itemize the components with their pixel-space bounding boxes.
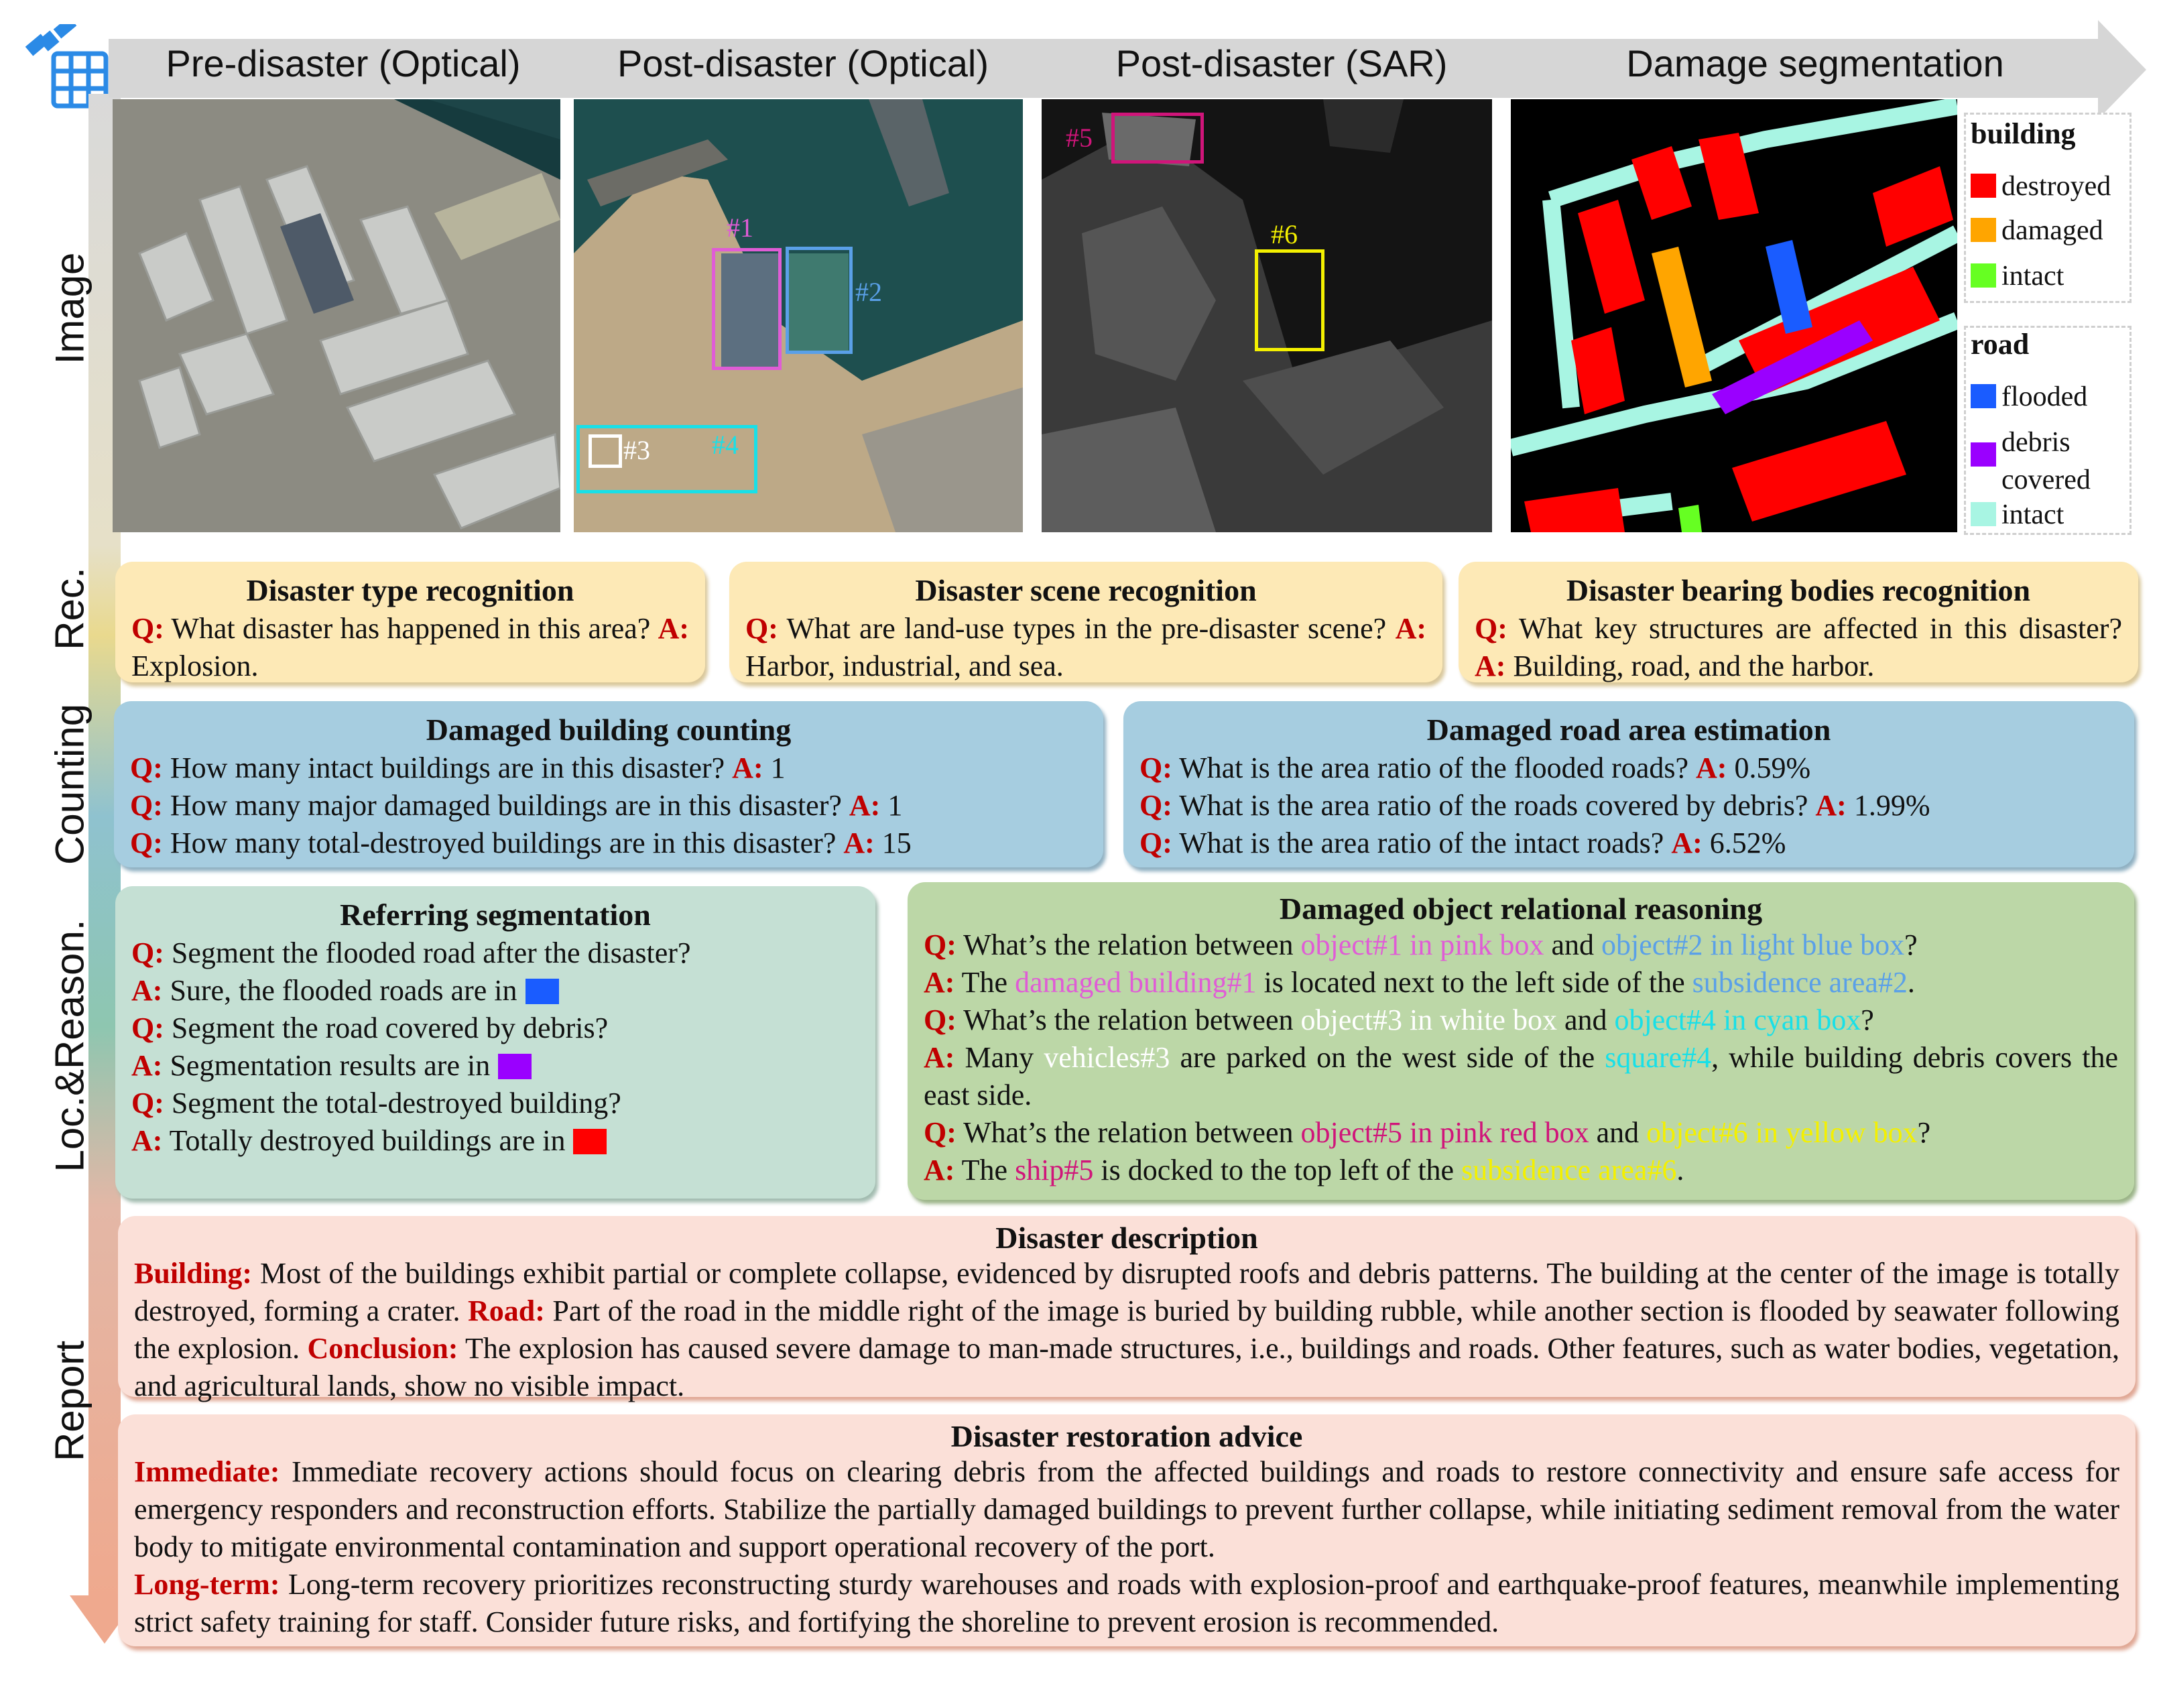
qa-row: Q: How many intact buildings are in this disaster? A: 1 — [130, 751, 786, 784]
qa-row: Q: What is the area ratio of the flooded roads? A: 0.59% — [1139, 751, 1811, 784]
post-disaster-sar-image — [1042, 99, 1492, 532]
swatch-flooded — [1971, 384, 1996, 408]
card-title: Damaged building counting — [426, 713, 792, 747]
swatch-damaged — [1971, 218, 1996, 242]
box-object-2 — [786, 247, 853, 354]
side-label-report: Report — [47, 1340, 92, 1462]
swatch-destroyed-building — [573, 1129, 607, 1154]
legend-item-intact-building: intact — [1971, 260, 2064, 292]
qa-row: A: Many vehicles#3 are parked on the west side of the square#4, while building debris covers the east side. — [924, 1041, 2119, 1111]
qa-row: Q: What’s the relation between object#3 in white box and object#4 in cyan box? — [924, 1003, 1874, 1036]
box-object-5 — [1111, 113, 1204, 164]
post-disaster-optical-image — [574, 99, 1023, 532]
legend-item-damaged: damaged — [1971, 215, 2103, 247]
legend-item-destroyed: destroyed — [1971, 170, 2111, 202]
disaster-description-card — [118, 1216, 2136, 1402]
title-post-sar: Post-disaster (SAR) — [1115, 42, 1448, 84]
qa-row: Q: Segment the flooded road after the disaster? — [131, 936, 691, 969]
side-label-counting: Counting — [47, 703, 92, 865]
swatch-debris — [1971, 442, 1996, 467]
qa-row: A: Segmentation results are in — [131, 1047, 859, 1085]
swatch-intact-road — [1971, 502, 1996, 526]
title-post-optical: Post-disaster (Optical) — [617, 42, 989, 84]
description-text: Building: Most of the buildings exhibit partial or complete collapse, evidenced by disrupted roofs and debris patterns. The building at the center of the image is totally destroyed, forming a crater. Road: Part of the road in the middle right of the image is buried by building rubble, while another section is flooded by seawater following the explosion. Conclusion: The explosion has caused severe damage to man-made structures, i.e., buildings and roads. Other features, such as water bodies, vegetation, and agricultural lands, show no visible impact. — [134, 1257, 2120, 1402]
qa-row: Q: What’s the relation between object#1 in pink box and object#2 in light blue box? — [924, 928, 1918, 961]
qa-row: Q: What’s the relation between object#5 in pink red box and object#6 in yellow box? — [924, 1116, 1931, 1149]
damage-segmentation-map — [1511, 99, 1957, 532]
qa-row: Q: Segment the total-destroyed building? — [131, 1087, 621, 1119]
bearing-bodies-card — [1459, 562, 2138, 682]
pre-disaster-optical-image — [113, 99, 560, 532]
swatch-destroyed — [1971, 174, 1996, 198]
qa-row: Q: How many major damaged buildings are in this disaster? A: 1 — [130, 789, 903, 822]
relational-reasoning-card — [908, 882, 2134, 1200]
box-object-6 — [1255, 249, 1324, 351]
box-object-1 — [712, 248, 782, 370]
qa-row: A: Sure, the flooded roads are in — [131, 972, 859, 1010]
box-label-1: #1 — [727, 212, 753, 243]
box-label-5: #5 — [1066, 123, 1093, 153]
qa-row: Q: How many total-destroyed buildings are in this disaster? A: 15 — [130, 827, 912, 859]
card-title: Damaged road area estimation — [1426, 713, 1831, 747]
side-label-image: Image — [47, 252, 92, 365]
qa-text: Q: What key structures are affected in this disaster? A: Building, road, and the harbor. — [1475, 612, 2122, 682]
qa-row: A: The damaged building#1 is located next to the left side of the subsidence area#2. — [924, 966, 1915, 999]
disaster-type-card — [115, 562, 705, 682]
swatch-flooded-road — [526, 979, 559, 1004]
referring-segmentation-card — [115, 886, 875, 1199]
card-title: Disaster restoration advice — [950, 1419, 1303, 1453]
card-title: Disaster bearing bodies recognition — [1566, 573, 2031, 607]
pipeline-arrow-head — [2098, 20, 2146, 119]
box-label-3: #3 — [623, 435, 650, 465]
qa-row: Q: What is the area ratio of the intact roads? A: 6.52% — [1139, 827, 1786, 859]
qa-row: A: Totally destroyed buildings are in — [131, 1122, 859, 1160]
swatch-intact-building — [1971, 263, 1996, 288]
qa-text: Q: What are land-use types in the pre-disaster scene? A: Harbor, industrial, and sea. — [745, 612, 1426, 682]
title-pre-optical: Pre-disaster (Optical) — [166, 42, 521, 84]
disaster-scene-card — [729, 562, 1442, 682]
restoration-advice-card — [118, 1414, 2136, 1646]
advice-longterm-text: Long-term: Long-term recovery prioritizes reconstructing sturdy warehouses and roads with explosion-proof and earthquake-proof features, meanwhile implementing strict safety training for staff. Consider future risks, and fortifying the shoreline to prevent erosion is recommended. — [134, 1568, 2120, 1638]
road-area-card — [1123, 701, 2134, 867]
swatch-debris-road — [498, 1054, 532, 1079]
qa-text: Q: What disaster has happened in this area? A: Explosion. — [131, 612, 689, 682]
building-counting-card — [114, 701, 1103, 867]
card-title: Referring segmentation — [340, 898, 651, 932]
legend-item-intact-road: intact — [1971, 499, 2064, 531]
side-label-loc-reason: Loc.&Reason. — [47, 919, 92, 1172]
qa-row: A: The ship#5 is docked to the top left of the subsidence area#6. — [924, 1154, 1684, 1186]
legend-road-title: road — [1971, 328, 2030, 361]
box-label-6: #6 — [1271, 219, 1298, 249]
box-label-4: #4 — [712, 430, 739, 460]
side-label-rec: Rec. — [47, 567, 92, 650]
card-title: Damaged object relational reasoning — [1279, 892, 1763, 926]
box-label-2: #2 — [855, 277, 882, 307]
legend-item-debris: debris covered — [1971, 424, 2091, 499]
advice-immediate-text: Immediate: Immediate recovery actions should focus on clearing debris from the affected buildings and roads to restore connectivity and ensure safe access for emergency responders and reconstruction efforts. Stabilize the partially damaged buildings to prevent further collapse, while initiating sediment removal from the water body to mitigate environmental contamination and support operational recovery of the port. — [134, 1455, 2119, 1563]
card-title: Disaster description — [995, 1221, 1258, 1255]
card-title: Disaster type recognition — [246, 573, 574, 607]
card-title: Disaster scene recognition — [915, 573, 1257, 607]
legend-building-title: building — [1971, 117, 2076, 150]
qa-row: Q: What is the area ratio of the roads covered by debris? A: 1.99% — [1139, 789, 1930, 822]
qa-row: Q: Segment the road covered by debris? — [131, 1012, 609, 1044]
legend-item-flooded: flooded — [1971, 381, 2087, 413]
title-damage-seg: Damage segmentation — [1626, 42, 2004, 84]
